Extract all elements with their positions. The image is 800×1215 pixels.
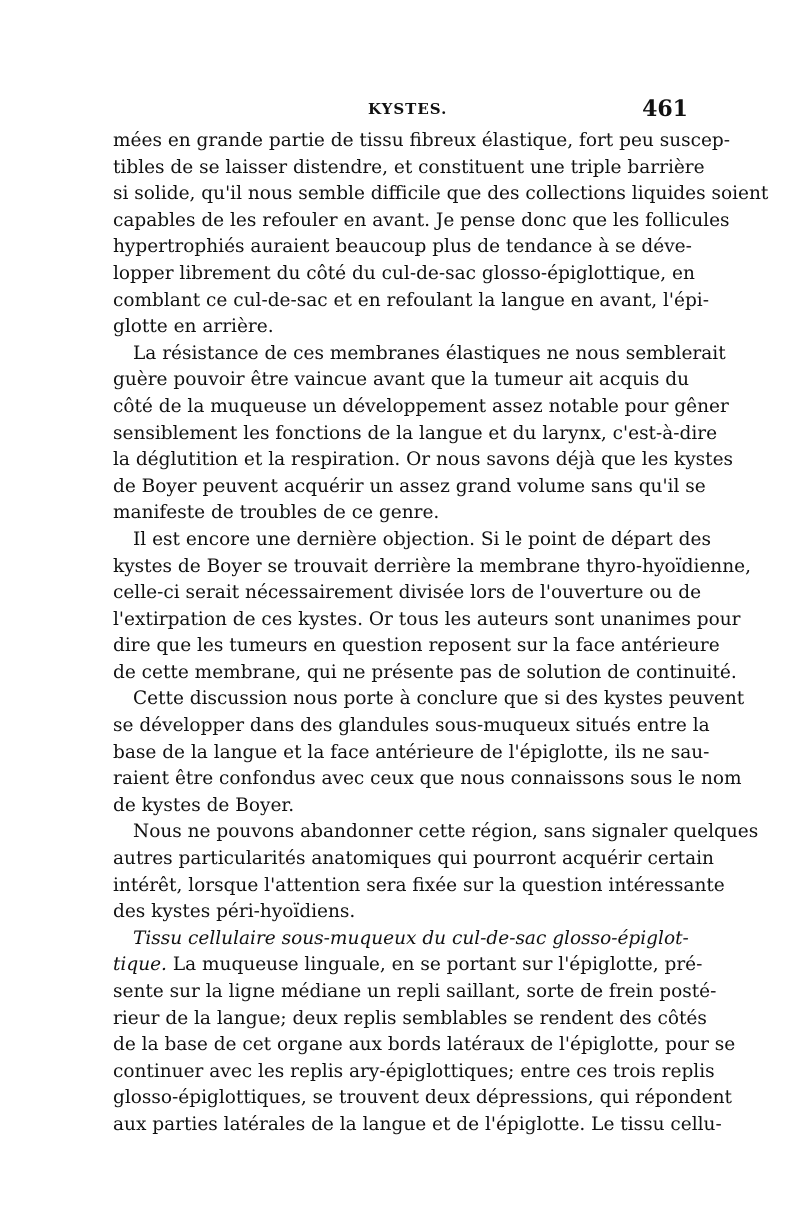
text-line: sensiblement les fonctions de la langue et du larynx, c'est-à-dire bbox=[113, 422, 718, 444]
text-line: capables de les refouler en avant. Je pense donc que les follicules bbox=[113, 209, 730, 231]
text-line: intérêt, lorsque l'attention sera fixée sur la question intéressante bbox=[113, 874, 725, 896]
paragraph-first-line: La résistance de ces membranes élastiques ne nous semblerait bbox=[133, 342, 726, 364]
paragraph-end-line: des kystes péri-hyoïdiens. bbox=[113, 901, 356, 923]
text-line: aux parties latérales de la langue et de l'épiglotte. Le tissu cellu- bbox=[113, 1113, 722, 1135]
section-heading: Tissu cellulaire sous-muqueux du cul-de-sac glosso-épiglot- bbox=[133, 927, 689, 949]
text-line: la déglutition et la respiration. Or nous savons déjà que les kystes bbox=[113, 449, 734, 471]
text-line: de Boyer peuvent acquérir un assez grand volume sans qu'il se bbox=[113, 475, 706, 497]
text-line: glosso-épiglottiques, se trouvent deux dépressions, qui répondent bbox=[113, 1087, 732, 1109]
page-number: 461 bbox=[642, 96, 688, 122]
text-line: de la base de cet organe aux bords latéraux de l'épiglotte, pour se bbox=[113, 1034, 736, 1056]
text-line: base de la langue et la face antérieure de l'épiglotte, ils ne sau- bbox=[113, 741, 710, 763]
paragraph-end-line: manifeste de troubles de ce genre. bbox=[113, 502, 440, 524]
text-line: tique. La muqueuse linguale, en se portant sur l'épiglotte, pré- bbox=[113, 954, 703, 976]
text-line: raient être confondus avec ceux que nous connaissons sous le nom bbox=[113, 768, 742, 790]
text-line: kystes de Boyer se trouvait derrière la membrane thyro-hyoïdienne, bbox=[113, 555, 751, 577]
text-line: sente sur la ligne médiane un repli saillant, sorte de frein posté- bbox=[113, 981, 717, 1002]
text-line: côté de la muqueuse un développement assez notable pour gêner bbox=[113, 395, 729, 417]
section-heading-line bbox=[113, 926, 689, 953]
paragraph-end-line: de kystes de Boyer. bbox=[113, 794, 295, 816]
text-line: l'extirpation de ces kystes. Or tous les auteurs sont unanimes pour bbox=[113, 608, 741, 630]
section-heading-end: tique. bbox=[113, 954, 167, 976]
text-line: si solide, qu'il nous semble difficile que des collections liquides soient bbox=[113, 183, 769, 205]
text-line: se développer dans des glandules sous-muqueux situés entre la bbox=[113, 715, 710, 737]
text-line: hypertrophiés auraient beaucoup plus de tendance à se déve- bbox=[113, 236, 692, 258]
paragraph-first-line: Nous ne pouvons abandonner cette région, sans signaler quelques bbox=[133, 821, 759, 843]
text-line: guère pouvoir être vaincue avant que la tumeur ait acquis du bbox=[113, 369, 690, 391]
body-text bbox=[113, 128, 769, 1139]
text-line: tibles de se laisser distendre, et constituent une triple barrière bbox=[113, 156, 705, 178]
text-line: comblant ce cul-de-sac et en refoulant la langue en avant, l'épi- bbox=[113, 289, 709, 311]
page-header bbox=[112, 96, 688, 126]
running-title: KYSTES. bbox=[368, 100, 448, 118]
text-line: lopper librement du côté du cul-de-sac glosso-épiglottique, en bbox=[113, 262, 695, 284]
text-line: mées en grande partie de tissu fibreux élastique, fort peu suscep- bbox=[113, 130, 731, 151]
paragraph-end-line: de cette membrane, qui ne présente pas de solution de continuité. bbox=[113, 661, 737, 683]
text-line: autres particularités anatomiques qui pourront acquérir certain bbox=[113, 848, 714, 870]
text-line: celle-ci serait nécessairement divisée lors de l'ouverture ou de bbox=[113, 582, 702, 604]
paragraph-first-line: Cette discussion nous porte à conclure que si des kystes peuvent bbox=[133, 688, 745, 710]
paragraph-first-line: Il est encore une dernière objection. Si le point de départ des bbox=[133, 528, 711, 550]
text-line: rieur de la langue; deux replis semblables se rendent des côtés bbox=[113, 1007, 707, 1029]
text-line: continuer avec les replis ary-épiglottiques; entre ces trois replis bbox=[113, 1060, 715, 1082]
text-line: dire que les tumeurs en question reposent sur la face antérieure bbox=[113, 635, 720, 657]
paragraph-end-line: glotte en arrière. bbox=[113, 316, 274, 338]
